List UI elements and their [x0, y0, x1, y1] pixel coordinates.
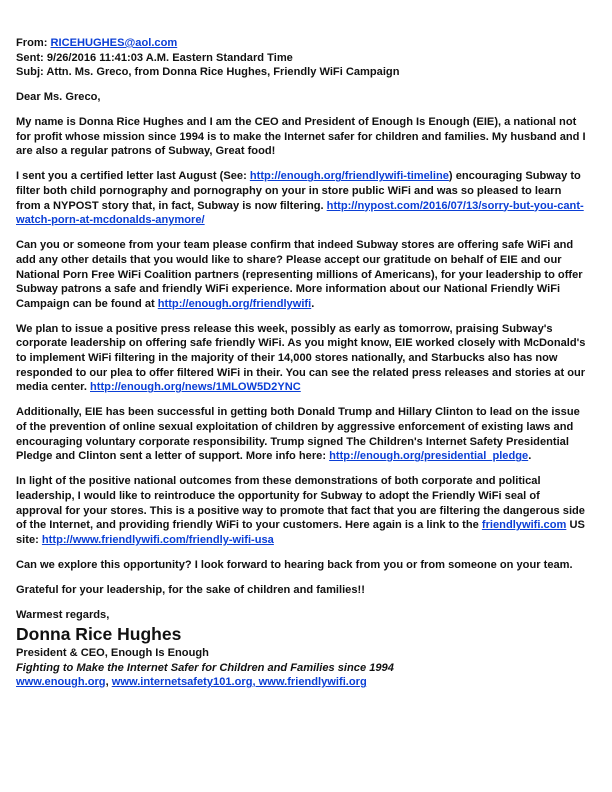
enough-org-link[interactable]: www.enough.org: [16, 676, 106, 689]
signature-title: President & CEO, Enough Is Enough: [16, 646, 209, 659]
text-segment: Additionally, EIE has been successful in getting both Donald Trump and Hillary Clinton to lead on the issue of the prevention of online sexual exploitation of children by aggressive enforcement of existing laws and encouraging voluntary corporate responsibility. Trump signed The Children's Internet Safety Presidential Pledge and Clinton sent a letter of support. More info here:: [16, 406, 580, 463]
paragraph-intro: My name is Donna Rice Hughes and I am the CEO and President of Enough Is Enough (EIE), a national not for profit whose mission since 1994 is to make the Internet safer for children and families. My husband and I are also a regular patrons of Subway, Great food!: [16, 115, 586, 158]
paragraph-press-release: [16, 322, 588, 395]
paragraph-presidential-pledge: [16, 405, 588, 463]
email-document: [16, 36, 588, 690]
text-segment: .: [311, 297, 315, 310]
signature-block: [16, 608, 588, 689]
signature-closing: Warmest regards,: [16, 609, 110, 622]
signature-name: Donna Rice Hughes: [16, 623, 182, 644]
from-email-link[interactable]: RICEHUGHES@aol.com: [50, 37, 178, 49]
paragraph-explore: Can we explore this opportunity? I look forward to hearing back from you or from someone on your team.: [16, 558, 573, 571]
news-link[interactable]: http://enough.org/news/1MLOW5D2YNC: [90, 381, 301, 394]
nypost-link[interactable]: http://nypost.com/2016/07/13/sorry-but-you-cant-watch-porn-at-mcdonalds-anymore/: [16, 199, 584, 227]
friendlywifi-com-link[interactable]: friendlywifi.com: [481, 519, 567, 532]
signature-links: [16, 675, 588, 690]
text-segment: .: [528, 450, 532, 463]
friendlywifi-campaign-link[interactable]: http://enough.org/friendlywifi: [157, 297, 312, 310]
paragraph-confirm-request: [16, 238, 588, 311]
text-segment: In light of the positive national outcomes from these demonstrations of both corporate and political leadership, I would like to reintroduce the opportunity for Subway to adopt the Friendly WiFi seal of approval for your stores. This is a positive way to promote that fact that you are filtering the dangerous side of the Internet, and providing friendly WiFi to your customers. Here again is a link to the: [16, 475, 585, 532]
text-segment: ) encouraging Subway to filter both child pornography and pornography on your in store public WiFi and was so pleased to learn from a NYPOST story that, in fact, Subway is now filtering.: [16, 170, 581, 212]
friendlywifi-timeline-link[interactable]: http://enough.org/friendlywifi-timeline: [249, 170, 449, 183]
paragraph-certified-letter: [16, 169, 588, 227]
subject-line: Subj: Attn. Ms. Greco, from Donna Rice Hughes, Friendly WiFi Campaign: [16, 66, 400, 79]
paragraph-seal-of-approval: [16, 474, 588, 547]
signature-tagline: Fighting to Make the Internet Safer for Children and Families since 1994: [16, 661, 394, 674]
friendlywifi-usa-link[interactable]: http://www.friendlywifi.com/friendly-wifi-usa: [41, 533, 274, 546]
friendlywifi-org-link[interactable]: , www.friendlywifi.org: [252, 676, 367, 689]
text-segment: We plan to issue a positive press release this week, possibly as early as tomorrow, praising Subway's corporate leadership on offering safe friendly WiFi. As you might know, EIE worked closely with McDonald's to implement WiFi filtering in the majority of their 14,000 stores nationally, and Starbucks also has now responded to our plea to offer filtered WiFi in their. You can see the related press releases and stories at our media center.: [16, 322, 586, 394]
presidential-pledge-link[interactable]: http://enough.org/presidential_pledge: [329, 450, 529, 463]
text-segment: US site:: [16, 519, 585, 546]
sent-line: Sent: 9/26/2016 11:41:03 A.M. Eastern Standard Time: [16, 51, 293, 64]
internetsafety101-link[interactable]: www.internetsafety101.org: [111, 676, 253, 689]
from-label: From:: [16, 37, 51, 49]
paragraph-grateful: Grateful for your leadership, for the sake of children and families!!: [16, 584, 365, 597]
text-segment: I sent you a certified letter last August (See:: [16, 170, 250, 183]
from-line: [16, 36, 588, 51]
email-header: [16, 36, 588, 80]
salutation: Dear Ms. Greco,: [16, 90, 101, 103]
link-separator: ,: [105, 676, 112, 689]
text-segment: Can you or someone from your team please confirm that indeed Subway stores are offering safe WiFi and add any other details that you would like to share? Please accept our gratitude on behalf of EIE and our National Porn Free WiFi Coalition partners (representing millions of Americans), for your leadership to offer Subway patrons a safe and friendly WiFi experience. More information about our National Friendly WiFi Campaign can be found at: [16, 239, 583, 310]
